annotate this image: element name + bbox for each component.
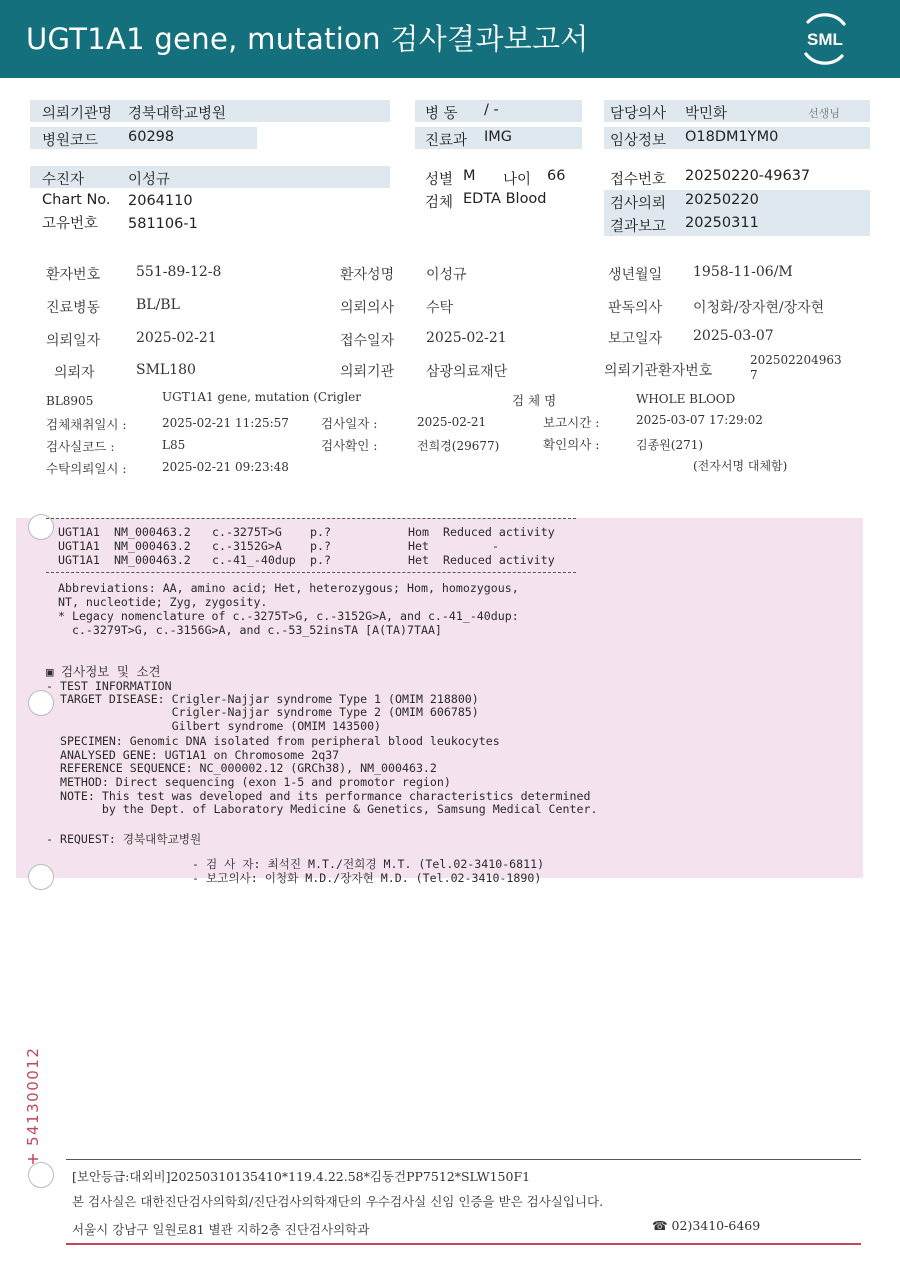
department-label: 진료과 xyxy=(425,133,468,149)
requester-value: SML180 xyxy=(136,362,196,378)
variant-effect: Reduced activity xyxy=(443,525,555,539)
institution-value: 경북대학교병원 xyxy=(128,106,227,122)
ward-code-label: 진료병동 xyxy=(46,300,101,316)
specimen-value: EDTA Blood xyxy=(463,191,547,207)
reading-doctor-value: 이청화/장자현/장자현 xyxy=(693,300,825,316)
result-report-label: 결과보고 xyxy=(610,219,667,235)
ward-label: 병 동 xyxy=(425,106,458,122)
variant-effect: Reduced activity xyxy=(443,553,555,567)
test-code: BL8905 xyxy=(46,394,94,408)
signature-note: (전자서명 대체함) xyxy=(693,459,788,473)
svg-text:541300012: 541300012 xyxy=(24,1046,42,1146)
lab-phone: ☎ 02)3410-6469 xyxy=(652,1218,761,1233)
info-heading: ▣ 검사정보 및 소견 xyxy=(46,664,161,679)
req-doctor-value: 수탁 xyxy=(426,300,454,316)
abbrev-line: NT, nucleotide; Zyg, zygosity. xyxy=(58,595,268,609)
ward-value: / - xyxy=(484,102,499,118)
sex-value: M xyxy=(463,168,476,184)
security-line: [보안등급:대외비]20250310135410*119.4.22.58*김동건PP7512*SLW150F1 xyxy=(72,1169,531,1184)
req-date-value: 2025-02-21 xyxy=(136,330,217,346)
test-request-label: 검사의뢰 xyxy=(610,196,667,212)
recv-date-label: 접수일자 xyxy=(340,333,395,349)
test-confirm-value: 전희경(29677) xyxy=(417,439,500,453)
request-line: - REQUEST: 경북대학교병원 xyxy=(46,832,202,846)
variant-gene: UGT1A1 xyxy=(58,525,100,539)
patient-no-value: 551-89-12-8 xyxy=(136,264,222,280)
info-line: NOTE: This test was developed and its performance characteristics determined xyxy=(46,789,591,803)
variant-cdna: c.-41_-40dup xyxy=(212,553,296,567)
req-doctor-label: 의뢰의사 xyxy=(340,300,395,316)
sex-label: 성별 xyxy=(425,172,454,188)
patient-label: 수진자 xyxy=(42,172,85,188)
doctor-value: 박민화 xyxy=(685,106,728,122)
staff-line: - 검 사 자: 최석진 M.T./전희경 M.T. (Tel.02-3410-6811) xyxy=(192,857,545,871)
variant-zyg: Het xyxy=(408,539,429,553)
confirm-doctor-value: 김종원(271) xyxy=(636,438,704,452)
requester-label: 의뢰자 xyxy=(54,365,95,381)
info-line: REFERENCE SEQUENCE: NC_000002.12 (GRCh38), NM_000463.2 xyxy=(46,761,437,775)
req-institution-label: 의뢰기관 xyxy=(340,364,395,380)
test-confirm-label: 검사확인 : xyxy=(321,438,378,453)
collect-value: 2025-02-21 11:25:57 xyxy=(162,416,289,430)
variant-effect: - xyxy=(492,539,499,553)
inst-patient-no-value-2: 7 xyxy=(750,368,758,382)
ward-code-value: BL/BL xyxy=(136,297,180,313)
variant-zyg: Het xyxy=(408,553,429,567)
patient-name-label: 환자성명 xyxy=(340,267,395,283)
unique-no-label: 고유번호 xyxy=(42,216,99,232)
certification-line: 본 검사실은 대한진단검사의학회/진단검사의학재단의 우수검사실 신임 인증을 받은 검사실입니다. xyxy=(72,1194,604,1209)
institution-label: 의뢰기관명 xyxy=(42,106,113,122)
age-label: 나이 xyxy=(503,172,532,188)
lab-address: 서울시 강남구 일원로81 별관 지하2층 진단검사의학과 xyxy=(72,1222,370,1237)
patient-no-label: 환자번호 xyxy=(46,267,101,283)
info-line: METHOD: Direct sequencing (exon 1-5 and promotor region) xyxy=(46,775,451,789)
specimen-label: 검체 xyxy=(425,195,454,211)
accession-label: 접수번호 xyxy=(610,172,667,188)
age-value: 66 xyxy=(547,168,566,184)
info-line: ANALYSED GENE: UGT1A1 on Chromosome 2q37 xyxy=(46,748,340,762)
specimen-name-value: WHOLE BLOOD xyxy=(636,392,736,406)
unique-no-value: 581106-1 xyxy=(128,216,198,232)
divider xyxy=(46,518,576,519)
birth-value: 1958-11-06/M xyxy=(693,264,793,280)
result-report-value: 20250311 xyxy=(685,215,759,231)
report-date-value: 2025-03-07 xyxy=(693,328,774,344)
report-time-label: 보고시간 : xyxy=(543,415,600,430)
variant-protein: p.? xyxy=(310,525,331,539)
specimen-name-label: 검 체 명 xyxy=(512,393,557,408)
hospital-code-label: 병원코드 xyxy=(42,133,99,149)
variant-zyg: Hom xyxy=(408,525,429,539)
confirm-doctor-label: 확인의사 : xyxy=(543,437,600,452)
info-line: SPECIMEN: Genomic DNA isolated from peripheral blood leukocytes xyxy=(46,734,500,748)
abbrev-line: c.-3279T>G, c.-3156G>A, and c.-53_52insTA [A(TA)7TAA] xyxy=(58,623,442,637)
info-line: TARGET DISEASE: Crigler-Najjar syndrome Type 1 (OMIM 218800) xyxy=(46,692,479,706)
chart-no-value: 2064110 xyxy=(128,193,193,209)
birth-label: 생년월일 xyxy=(608,267,663,283)
footer-rule xyxy=(66,1159,861,1160)
test-date-value: 2025-02-21 xyxy=(417,415,487,429)
doctor-suffix: 선생님 xyxy=(808,107,840,120)
inst-patient-no-label: 의뢰기관환자번호 xyxy=(604,363,713,379)
side-serial-number xyxy=(22,1036,44,1166)
info-line: by the Dept. of Laboratory Medicine & Genetics, Samsung Medical Center. xyxy=(46,802,598,816)
variant-protein: p.? xyxy=(310,553,331,567)
recv-date-value: 2025-02-21 xyxy=(426,330,507,346)
logo-text: SML xyxy=(807,30,843,49)
report-header xyxy=(0,0,900,78)
punch-hole xyxy=(28,864,54,890)
staff-line: - 보고의사: 이청화 M.D./장자현 M.D. (Tel.02-3410-1890) xyxy=(192,871,542,885)
test-request-value: 20250220 xyxy=(685,192,759,208)
req-institution-value: 삼광의료재단 xyxy=(426,364,508,380)
received-label: 수탁의뢰일시 : xyxy=(46,461,127,476)
variant-transcript: NM_000463.2 xyxy=(114,525,191,539)
variant-protein: p.? xyxy=(310,539,331,553)
variant-gene: UGT1A1 xyxy=(58,539,100,553)
variant-cdna: c.-3152G>A xyxy=(212,539,282,553)
clinical-info-value: O18DM1YM0 xyxy=(685,129,779,145)
hospital-code-value: 60298 xyxy=(128,129,175,145)
info-line: Gilbert syndrome (OMIM 143500) xyxy=(46,719,382,733)
abbrev-line: Abbreviations: AA, amino acid; Het, heterozygous; Hom, homozygous, xyxy=(58,581,519,595)
divider xyxy=(46,572,576,573)
abbrev-line: * Legacy nomenclature of c.-3275T>G, c.-3152G>A, and c.-41_-40dup: xyxy=(58,609,519,623)
clinical-info-label: 임상정보 xyxy=(610,133,667,149)
lab-code-value: L85 xyxy=(162,438,186,452)
collect-label: 검체채취일시 : xyxy=(46,417,127,432)
lab-code-label: 검사실코드 : xyxy=(46,439,115,454)
sml-logo xyxy=(796,12,854,66)
department-value: IMG xyxy=(484,129,513,145)
variant-cdna: c.-3275T>G xyxy=(212,525,282,539)
chart-no-label: Chart No. xyxy=(42,192,111,208)
variant-transcript: NM_000463.2 xyxy=(114,539,191,553)
patient-name-value: 이성규 xyxy=(426,267,467,283)
req-date-label: 의뢰일자 xyxy=(46,333,101,349)
info-line: - TEST INFORMATION xyxy=(46,679,172,693)
received-value: 2025-02-21 09:23:48 xyxy=(162,460,289,474)
test-date-label: 검사일자 : xyxy=(321,416,378,431)
info-line: Crigler-Najjar syndrome Type 2 (OMIM 606785) xyxy=(46,705,479,719)
variant-gene: UGT1A1 xyxy=(58,553,100,567)
doctor-label: 담당의사 xyxy=(610,106,667,122)
inst-patient-no-value: 202502204963 xyxy=(750,353,842,367)
patient-value: 이성규 xyxy=(128,172,171,188)
accession-value: 20250220-49637 xyxy=(685,168,811,184)
report-time-value: 2025-03-07 17:29:02 xyxy=(636,413,763,427)
report-date-label: 보고일자 xyxy=(608,331,663,347)
variant-transcript: NM_000463.2 xyxy=(114,553,191,567)
reading-doctor-label: 판독의사 xyxy=(608,300,663,316)
report-title: UGT1A1 gene, mutation 검사결과보고서 xyxy=(26,22,589,56)
footer-bottom-rule xyxy=(66,1243,861,1245)
test-name: UGT1A1 gene, mutation (Crigler xyxy=(162,390,362,404)
